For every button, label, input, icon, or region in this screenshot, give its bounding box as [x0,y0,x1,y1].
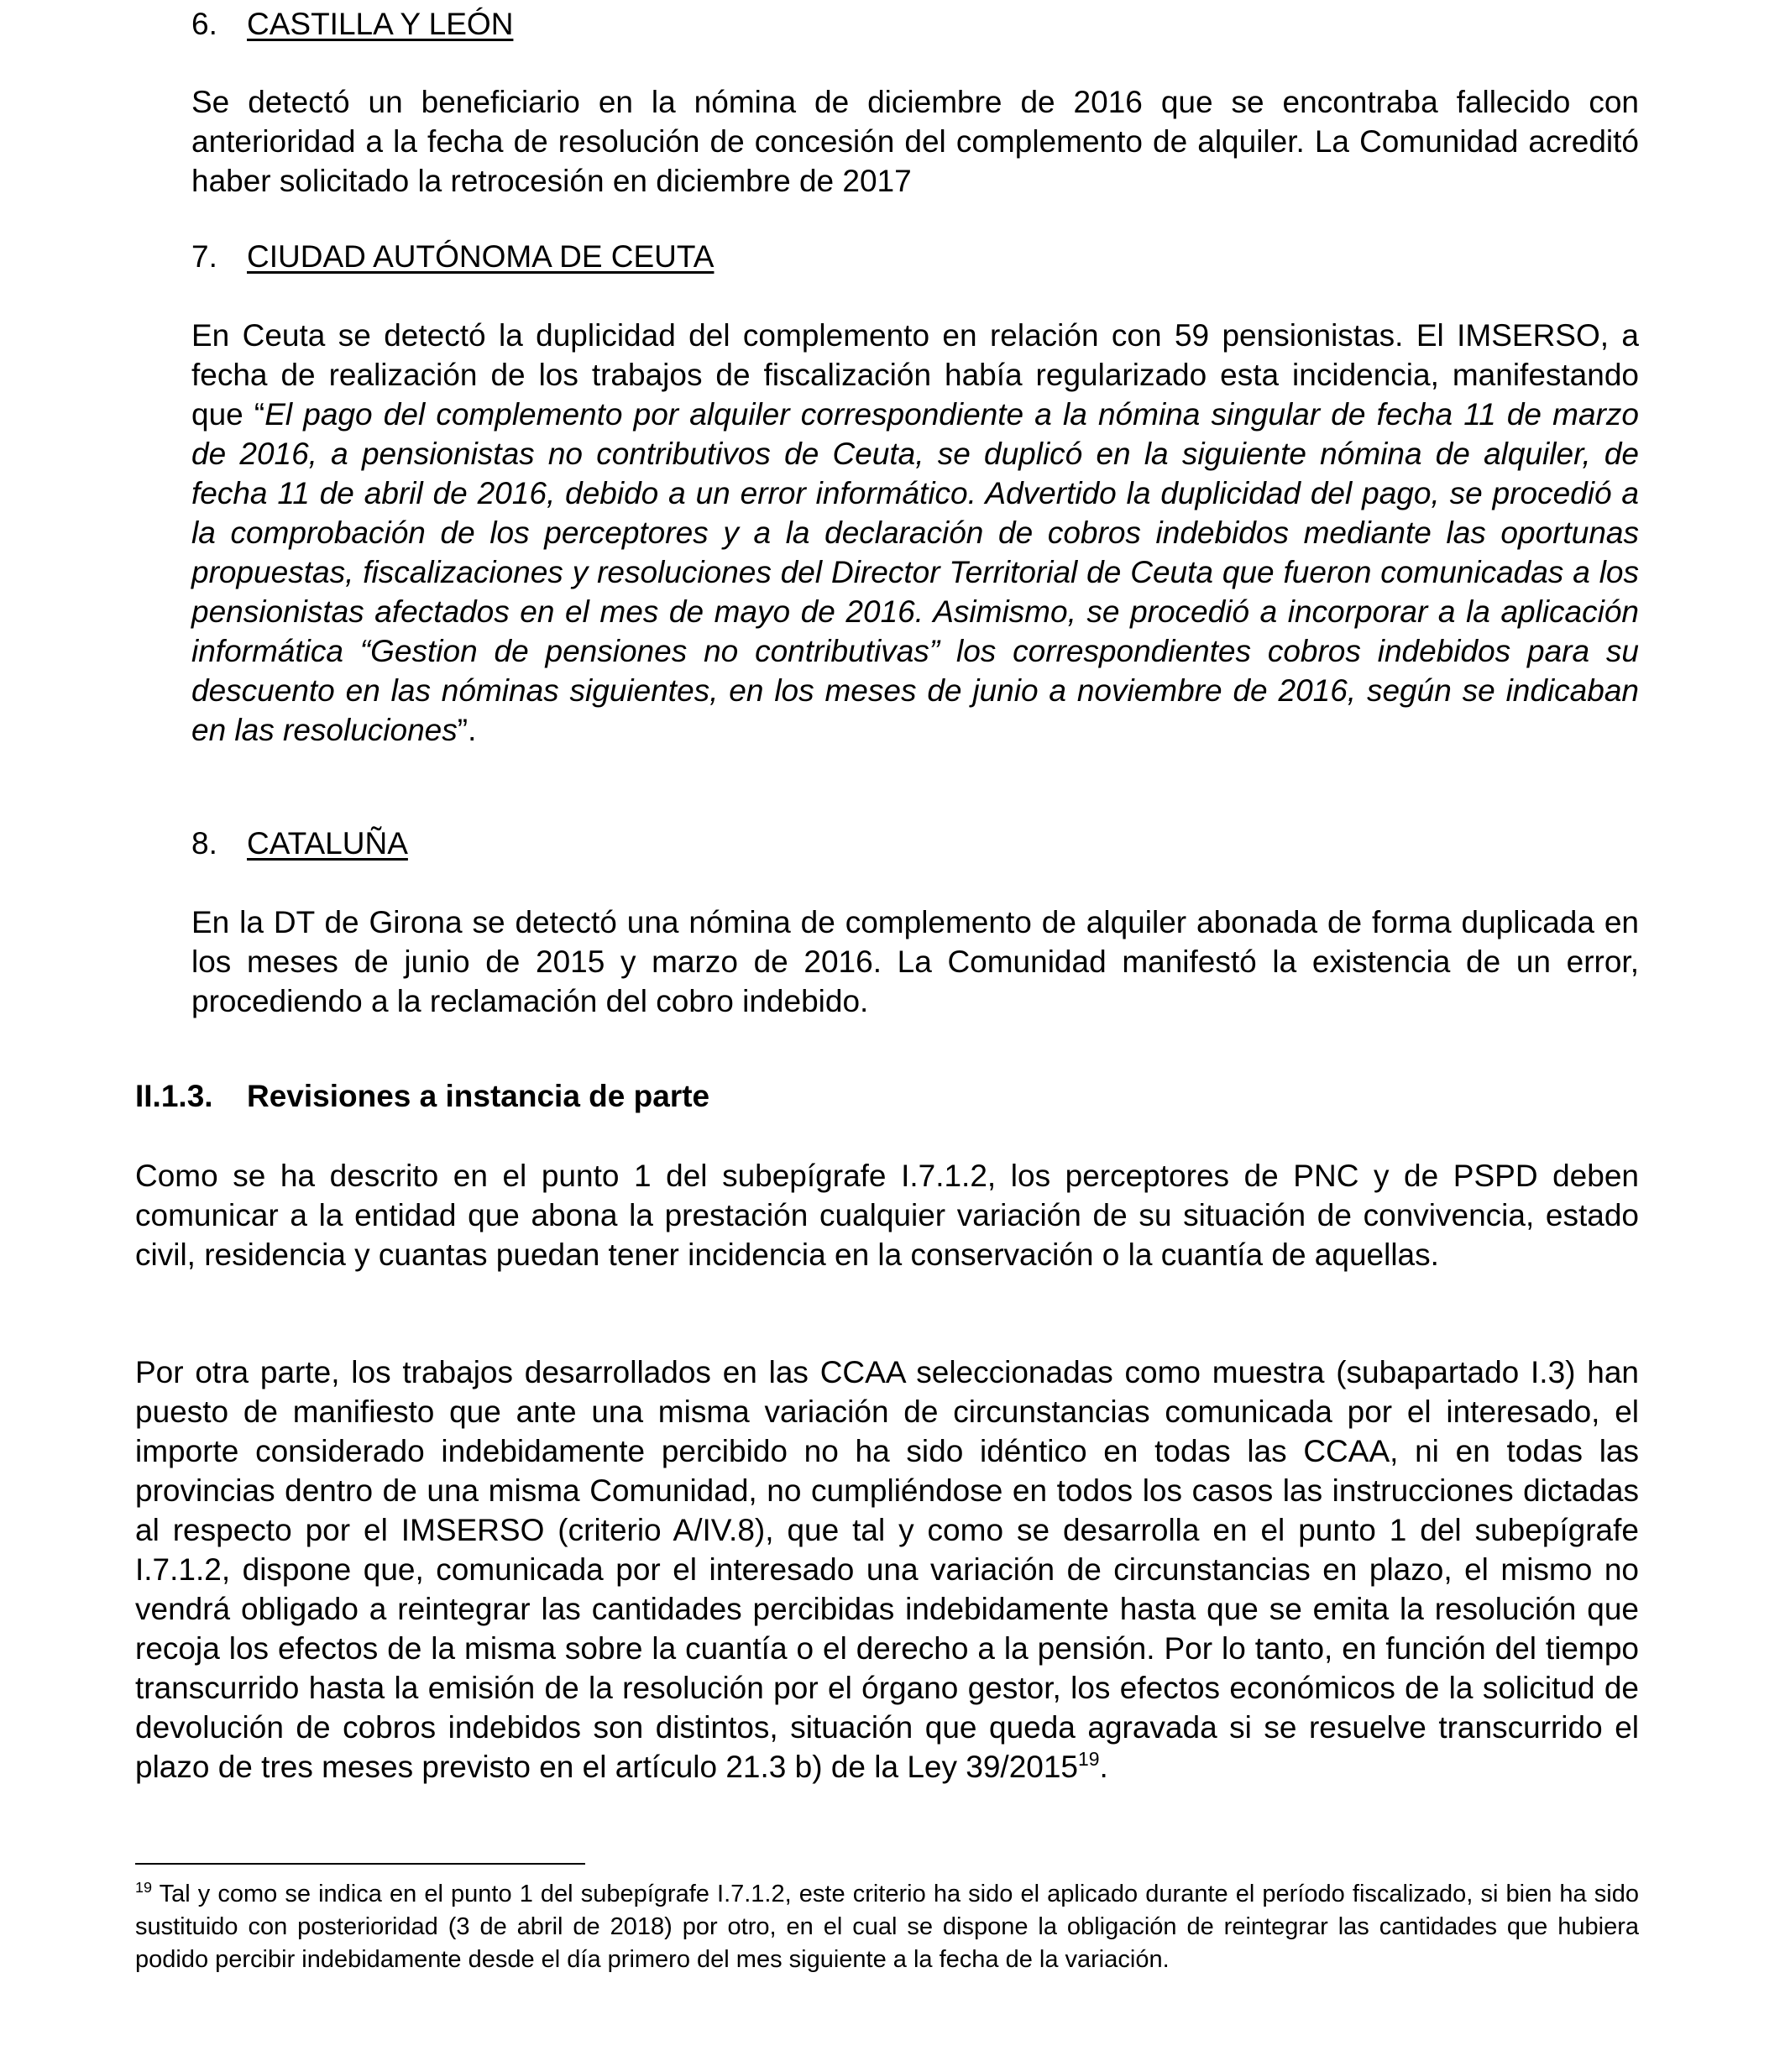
section-title: CIUDAD AUTÓNOMA DE CEUTA [247,239,715,274]
section-paragraph-cataluna: En la DT de Girona se detectó una nómina de complemento de alquiler abonada de forma duplicada en los meses de junio de 2015 y marzo de 2016. La Comunidad manifestó la existencia de un error, procediendo a la reclamación del cobro indebido. [191,905,1639,1018]
paragraph-end: . [1099,1750,1108,1784]
footnote [135,1878,1639,1976]
section-title: CASTILLA Y LEÓN [247,7,514,41]
subsection-title: Revisiones a instancia de parte [247,1079,710,1113]
section-heading-cataluna [191,824,408,863]
section-number: 7. [191,239,217,274]
footnote-divider [135,1863,585,1865]
subsection-paragraph-2 [135,1353,1639,1787]
section-number: 6. [191,7,217,41]
footnote-number: 19 [135,1878,152,1896]
paragraph-intro: En Ceuta se detectó la duplicidad del complemento en relación con 59 pensionistas. El IMSERSO, a fecha de realización de los trabajos de fiscalización había regularizado esta incidencia, manifestando que “ [191,318,1639,432]
footnote-reference[interactable]: 19 [1078,1747,1100,1770]
paragraph-end: ”. [457,713,477,747]
subsection-heading [135,1077,709,1116]
section-number: 8. [191,826,217,861]
section-title: CATALUÑA [247,826,408,861]
paragraph-body: Por otra parte, los trabajos desarrollados en las CCAA seleccionadas como muestra (subapartado I.3) han puesto de manifiesto que ante una misma variación de circunstancias comunicada por el interesado, el importe considerado indebidamente percibido no ha sido idéntico en todas las CCAA, ni en todas las provincias dentro de una misma Comunidad, no cumpliéndose en todos los casos las instrucciones dictadas al respecto por el IMSERSO (criterio A/IV.8), que tal y como se desarrolla en el punto 1 del subepígrafe I.7.1.2, dispone que, comunicada por el interesado una variación de circunstancias en plazo, el mismo no vendrá obligado a reintegrar las cantidades percibidas indebidamente hasta que se emita la resolución que recoja los efectos de la misma sobre la cuantía o el derecho a la pensión. Por lo tanto, en función del tiempo transcurrido hasta la emisión de la resolución por el órgano gestor, los efectos económicos de la solicitud de devolución de cobros indebidos son distintos, situación que queda agravada si se resuelve transcurrido el plazo de tres meses previsto en el artículo 21.3 b) de la Ley 39/2015 [135,1355,1639,1784]
subsection-paragraph-1: Como se ha descrito en el punto 1 del subepígrafe I.7.1.2, los perceptores de PNC y de PSPD deben comunicar a la entidad que abona la prestación cualquier variación de su situación de convivencia, estado civil, residencia y cuantas puedan tener incidencia en la conservación o la cuantía de aquellas. [135,1159,1639,1272]
section-paragraph-castilla-y-leon: Se detectó un beneficiario en la nómina de diciembre de 2016 que se encontraba fallecido con anterioridad a la fecha de resolución de concesión del complemento de alquiler. La Comunidad acreditó haber solicitado la retrocesión en diciembre de 2017 [191,85,1639,198]
section-heading-castilla-y-leon [191,5,513,44]
section-paragraph-ceuta [191,316,1639,750]
subsection-number: II.1.3. [135,1079,213,1113]
section-heading-ceuta [191,238,714,276]
footnote-text: Tal y como se indica en el punto 1 del subepígrafe I.7.1.2, este criterio ha sido el aplicado durante el período fiscalizado, si bien ha sido sustituido con posterioridad (3 de abril de 2018) por otro, en el cual se dispone la obligación de reintegrar las cantidades que hubiera podido percibir indebidamente desde el día primero del mes siguiente a la fecha de la variación. [135,1881,1639,1973]
quoted-statement: El pago del complemento por alquiler correspondiente a la nómina singular de fecha 11 de marzo de 2016, a pensionistas no contributivos de Ceuta, se duplicó en la siguiente nómina de alquiler, de fecha 11 de abril de 2016, debido a un error informático. Advertido la duplicidad del pago, se procedió a la comprobación de los perceptores y a la declaración de cobros indebidos mediante las oportunas propuestas, fiscalizaciones y resoluciones del Director Territorial de Ceuta que fueron comunicadas a los pensionistas afectados en el mes de mayo de 2016. Asimismo, se procedió a incorporar a la aplicación informática “Gestion de pensiones no contributivas” los correspondientes cobros indebidos para su descuento en las nóminas siguientes, en los meses de junio a noviembre de 2016, según se indicaban en las resoluciones [191,397,1639,747]
